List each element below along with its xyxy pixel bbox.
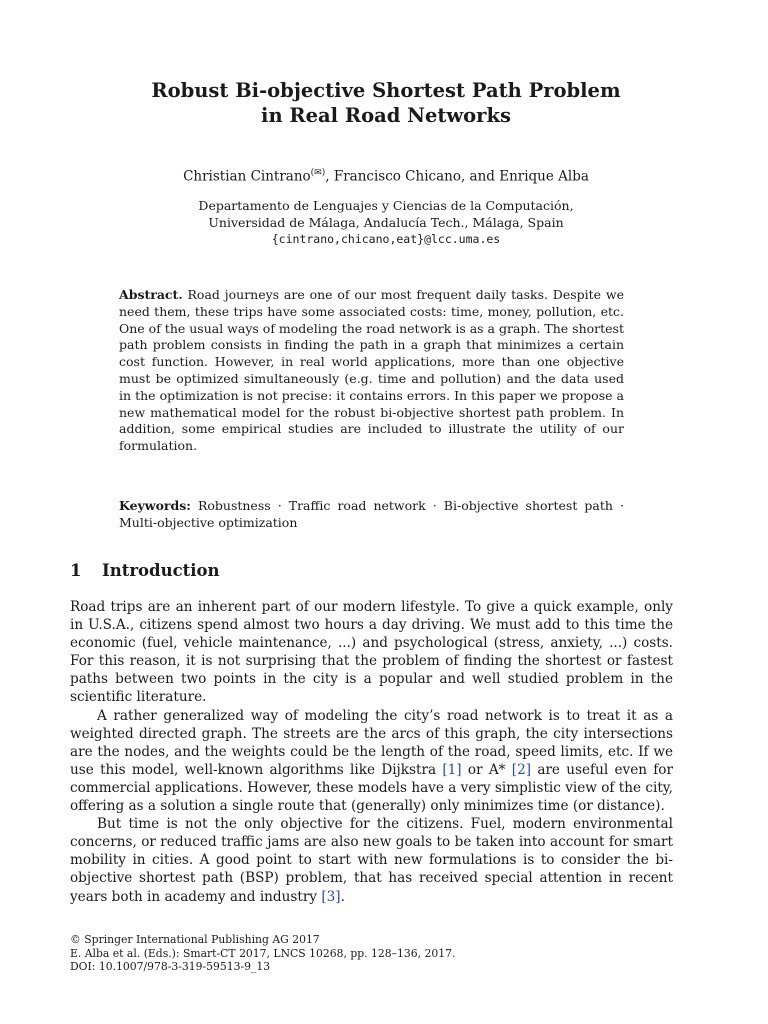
keywords-text: Robustness · Traffic road network · Bi-objective shortest path · Multi-objective optimization [119, 498, 624, 530]
copyright-line: © Springer International Publishing AG 2017 [70, 933, 320, 946]
envelope-icon: (✉) [310, 168, 326, 178]
proceedings-line: E. Alba et al. (Eds.): Smart-CT 2017, LNCS 10268, pp. 128–136, 2017. [70, 946, 456, 960]
keywords-label: Keywords: [119, 498, 191, 513]
author-names-rest: , Francisco Chicano, and Enrique Alba [325, 168, 589, 185]
author-name: Christian Cintrano [183, 168, 311, 185]
doi-line: DOI: 10.1007/978-3-319-59513-9_13 [70, 960, 271, 974]
abstract-text: Road journeys are one of our most frequent daily tasks. Despite we need them, these trips have some associated costs: time, money, pollution, etc. One of the usual ways of modeling the road network is as a graph. The shortest path problem consists in finding the path in a graph that minimizes a certain cost function. However, in real world applications, more than one objective must be optimized simultaneously (e.g. time and pollution) and the data used in the optimization is not precise: it contains errors. In this paper we propose a new mathematical model for the robust bi-objective shortest path problem. In addition, some empirical studies are included to illustrate the utility of our formulation. [119, 287, 624, 454]
section-body [70, 598, 673, 906]
paragraph-3: But time is not the only objective for the citizens. Fuel, modern environmental concerns, or reduced traffic jams are also new goals to be taken into account for smart mobility in cities. A good point to start with new formulations is to consider the bi-objective shortest path (BSP) problem, that has received special attention in recent years both in academy and industry [3]. [70, 816, 673, 905]
abstract [119, 287, 624, 455]
affiliation [70, 197, 702, 248]
affiliation-line-1: Departamento de Lenguajes y Ciencias de la Computación, [198, 198, 574, 213]
citation-link[interactable]: [3] [321, 888, 341, 905]
paragraph-1: Road trips are an inherent part of our modern lifestyle. To give a quick example, only in U.S.A., citizens spend almost two hours a day driving. We must add to this time the economic (fuel, vehicle maintenance, ...) and psychological (stress, anxiety, ...) costs. For this reason, it is not surprising that the problem of finding the shortest or fastest paths between two points in the city is a popular and well studied problem in the scientific literature. [70, 599, 673, 706]
section-title: Introduction [102, 561, 220, 580]
paragraph-2: A rather generalized way of modeling the city’s road network is to treat it as a weighted directed graph. The streets are the arcs of this graph, the city intersections are the nodes, and the weights could be the length of the road, speed limits, etc. If we use this model, well-known algorithms like Dijkstra [1] or A* [2] are useful even for commercial applications. However, these models have a very simplistic view of the city, offering as a solution a single route that (generally) only minimizes time (or distance). [70, 707, 673, 815]
author-list [70, 164, 702, 186]
keywords [119, 498, 624, 532]
section-number: 1 [70, 561, 82, 580]
abstract-label: Abstract. [119, 287, 183, 302]
copyright-footer [70, 933, 673, 974]
title-line-2: in Real Road Networks [261, 104, 511, 127]
affiliation-line-2: Universidad de Málaga, Andalucía Tech., Málaga, Spain [208, 215, 564, 230]
title-line-1: Robust Bi-objective Shortest Path Problem [151, 79, 621, 102]
citation-link[interactable]: [1] [442, 761, 462, 778]
section-heading [70, 559, 220, 583]
paper-title [70, 78, 702, 128]
email-address: {cintrano,chicano,eat}@lcc.uma.es [271, 232, 501, 246]
citation-link[interactable]: [2] [511, 761, 532, 778]
